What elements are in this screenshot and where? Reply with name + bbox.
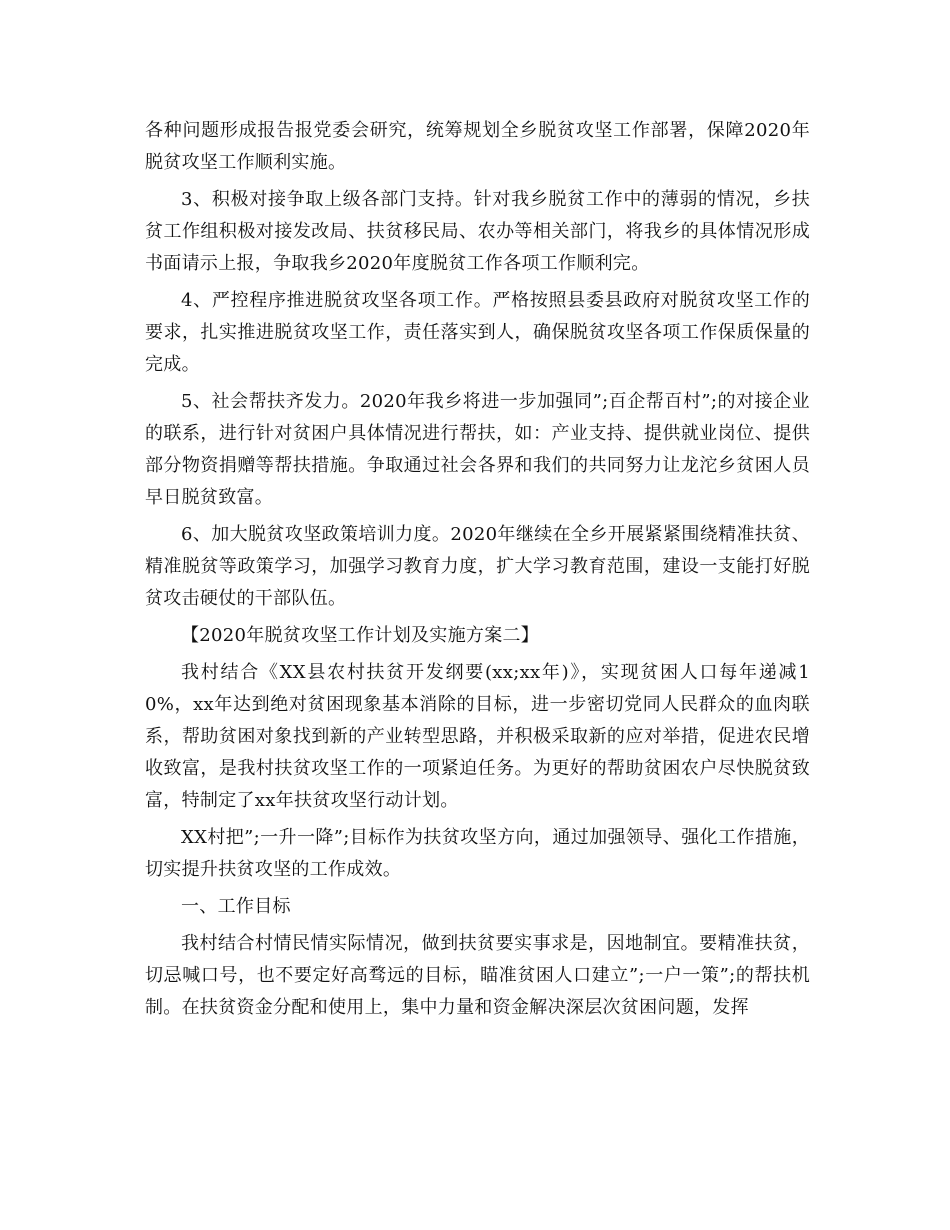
section-heading-plan-two: 【2020年脱贫攻坚工作计划及实施方案二】 xyxy=(181,625,540,646)
paragraph-goals: 我村结合村情民情实际情况，做到扶贫要实事求是，因地制宜。要精准扶贫，切忌喊口号，也不要定好高骛远的目标，瞄准贫困人口建立”;一户一策”;的帮扶机制。在扶贫资金分配和使用上，集中力量和资金解决深层次贫困问题，发挥 xyxy=(145,933,810,1018)
paragraph-item-3: 3、积极对接争取上级各部门支持。针对我乡脱贫工作中的薄弱的情况，乡扶贫工作组积极对接发改局、扶贫移民局、农办等相关部门，将我乡的具体情况形成书面请示上报，争取我乡2020年度脱贫工作各项工作顺利完。 xyxy=(145,189,810,274)
document-body xyxy=(145,115,810,1029)
paragraph-item-6: 6、加大脱贫攻坚政策培训力度。2020年继续在全乡开展紧紧围绕精准扶贫、精准脱贫等政策学习，加强学习教育力度，扩大学习教育范围，建设一支能打好脱贫攻击硬仗的干部队伍。 xyxy=(145,524,810,609)
paragraph-intro: 我村结合《XX县农村扶贫开发纲要(xx;xx年)》，实现贫困人口每年递减10%，xx年达到绝对贫困现象基本消除的目标，进一步密切党同人民群众的血肉联系，帮助贫困对象找到新的产业转型思路，并积极采取新的应对举措，促进农民增收致富，是我村扶贫攻坚工作的一项紧迫任务。为更好的帮助贫困农户尽快脱贫致富，特制定了xx年扶贫攻坚行动计划。 xyxy=(145,662,810,811)
paragraph-continuation: 各种问题形成报告报党委会研究，统筹规划全乡脱贫攻坚工作部署，保障2020年脱贫攻坚工作顺利实施。 xyxy=(145,120,810,173)
paragraph-item-5: 5、社会帮扶齐发力。2020年我乡将进一步加强同”;百企帮百村”;的对接企业的联系，进行针对贫困户具体情况进行帮扶，如：产业支持、提供就业岗位、提供部分物资捐赠等帮扶措施。争取通过社会各界和我们的共同努力让龙沱乡贫困人员早日脱贫致富。 xyxy=(145,391,810,508)
paragraph-direction: XX村把”;一升一降”;目标作为扶贫攻坚方向，通过加强领导、强化工作措施，切实提升扶贫攻坚的工作成效。 xyxy=(145,827,810,880)
section-heading-work-goals: 一、工作目标 xyxy=(181,896,291,917)
paragraph-item-4: 4、严控程序推进脱贫攻坚各项工作。严格按照县委县政府对脱贫攻坚工作的要求，扎实推进脱贫攻坚工作，责任落实到人，确保脱贫攻坚各项工作保质保量的完成。 xyxy=(145,290,810,375)
